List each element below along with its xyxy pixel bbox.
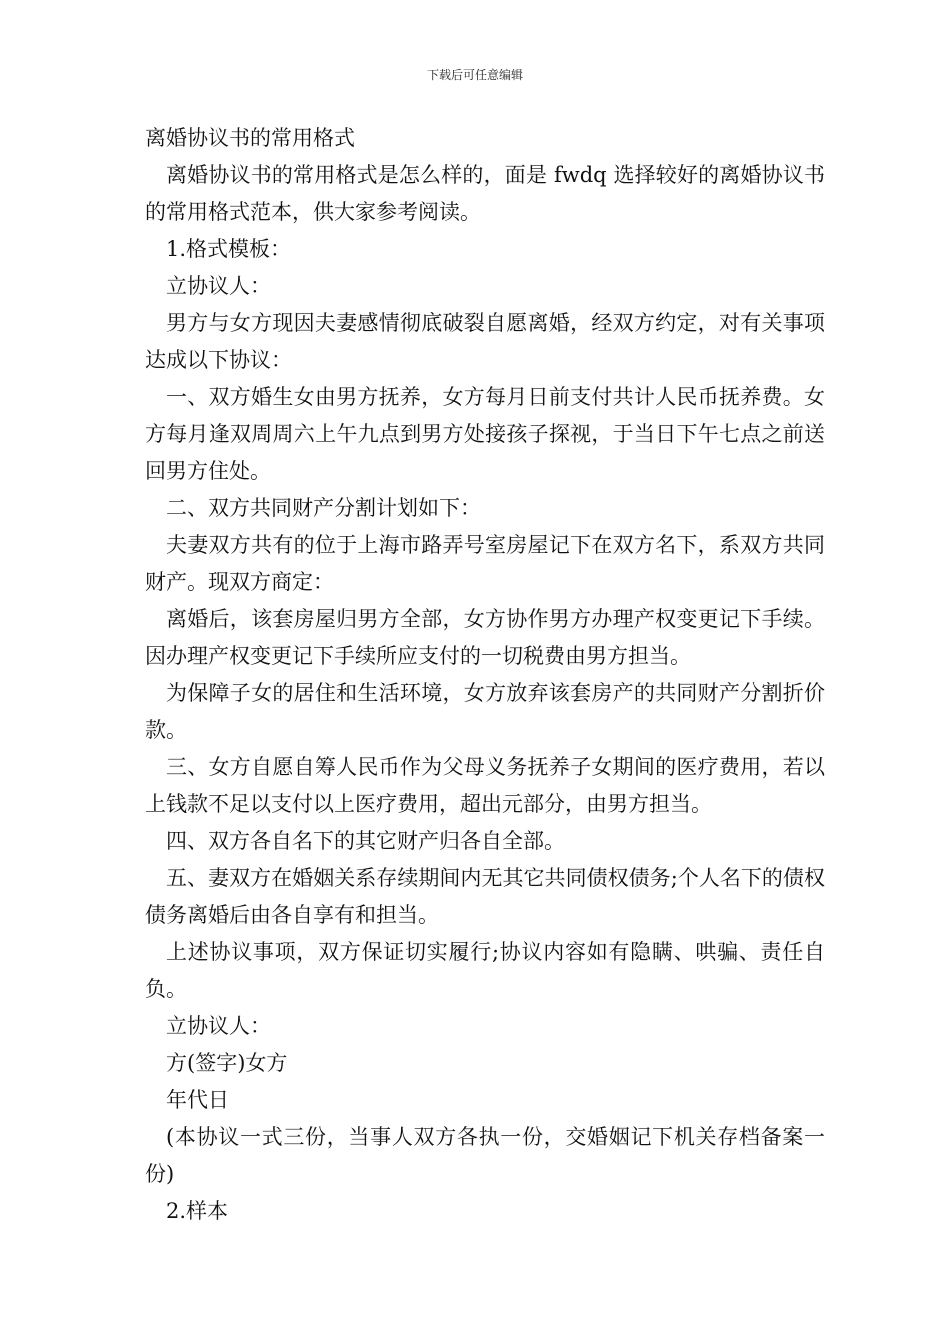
paragraph-copies-note: (本协议一式三份，当事人双方各执一份，交婚姻记下机关存档备案一份) (145, 1125, 825, 1186)
paragraph-clause-4: 四、双方各自名下的其它财产归各自全部。 (166, 829, 565, 853)
paragraph-after-divorce: 离婚后，该套房屋归男方全部，女方协作男方办理产权变更记下手续。因办理产权变更记下手续所应支付的一切税费由男方担当。 (145, 607, 825, 668)
paragraph-intro: 离婚协议书的常用格式是怎么样的，面是 fwdq 选择较好的离婚协议书的常用格式范本，供大家参考阅读。 (145, 163, 825, 224)
paragraph-clause-5: 五、妻双方在婚姻关系存续期间内无其它共同债权债务;个人名下的债权债务离婚后由各自享有和担当。 (145, 866, 825, 927)
paragraph-commitment: 上述协议事项，双方保证切实履行;协议内容如有隐瞒、哄骗、责任自负。 (145, 940, 825, 1001)
paragraph-clause-3: 三、女方自愿自筹人民币作为父母义务抚养子女期间的医疗费用，若以上钱款不足以支付以上医疗费用，超出元部分，由男方担当。 (145, 755, 825, 816)
paragraph-party-label-2: 立协议人： (166, 1014, 271, 1038)
document-title: 离婚协议书的常用格式 (145, 126, 355, 150)
document-body (145, 120, 825, 1230)
page-header: 下载后可任意编辑 (426, 68, 523, 82)
paragraph-property: 夫妻双方共有的位于上海市路弄号室房屋记下在双方名下，系双方共同财产。现双方商定： (145, 533, 825, 594)
paragraph-sample: 2.样本 (166, 1199, 229, 1223)
paragraph-date: 年代日 (166, 1088, 229, 1112)
paragraph-signature: 方(签字)女方 (166, 1051, 288, 1075)
paragraph-party-label: 立协议人： (166, 274, 271, 298)
paragraph-format-template: 1.格式模板： (166, 237, 292, 261)
paragraph-preamble: 男方与女方现因夫妻感情彻底破裂自愿离婚，经双方约定，对有关事项达成以下协议： (145, 311, 825, 372)
paragraph-children-housing: 为保障子女的居住和生活环境，女方放弃该套房产的共同财产分割折价款。 (145, 681, 825, 742)
paragraph-clause-2: 二、双方共同财产分割计划如下： (166, 496, 481, 520)
paragraph-clause-1: 一、双方婚生女由男方抚养，女方每月日前支付共计人民币抚养费。女方每月逢双周周六上午九点到男方处接孩子探视，于当日下午七点之前送回男方住处。 (145, 385, 825, 483)
